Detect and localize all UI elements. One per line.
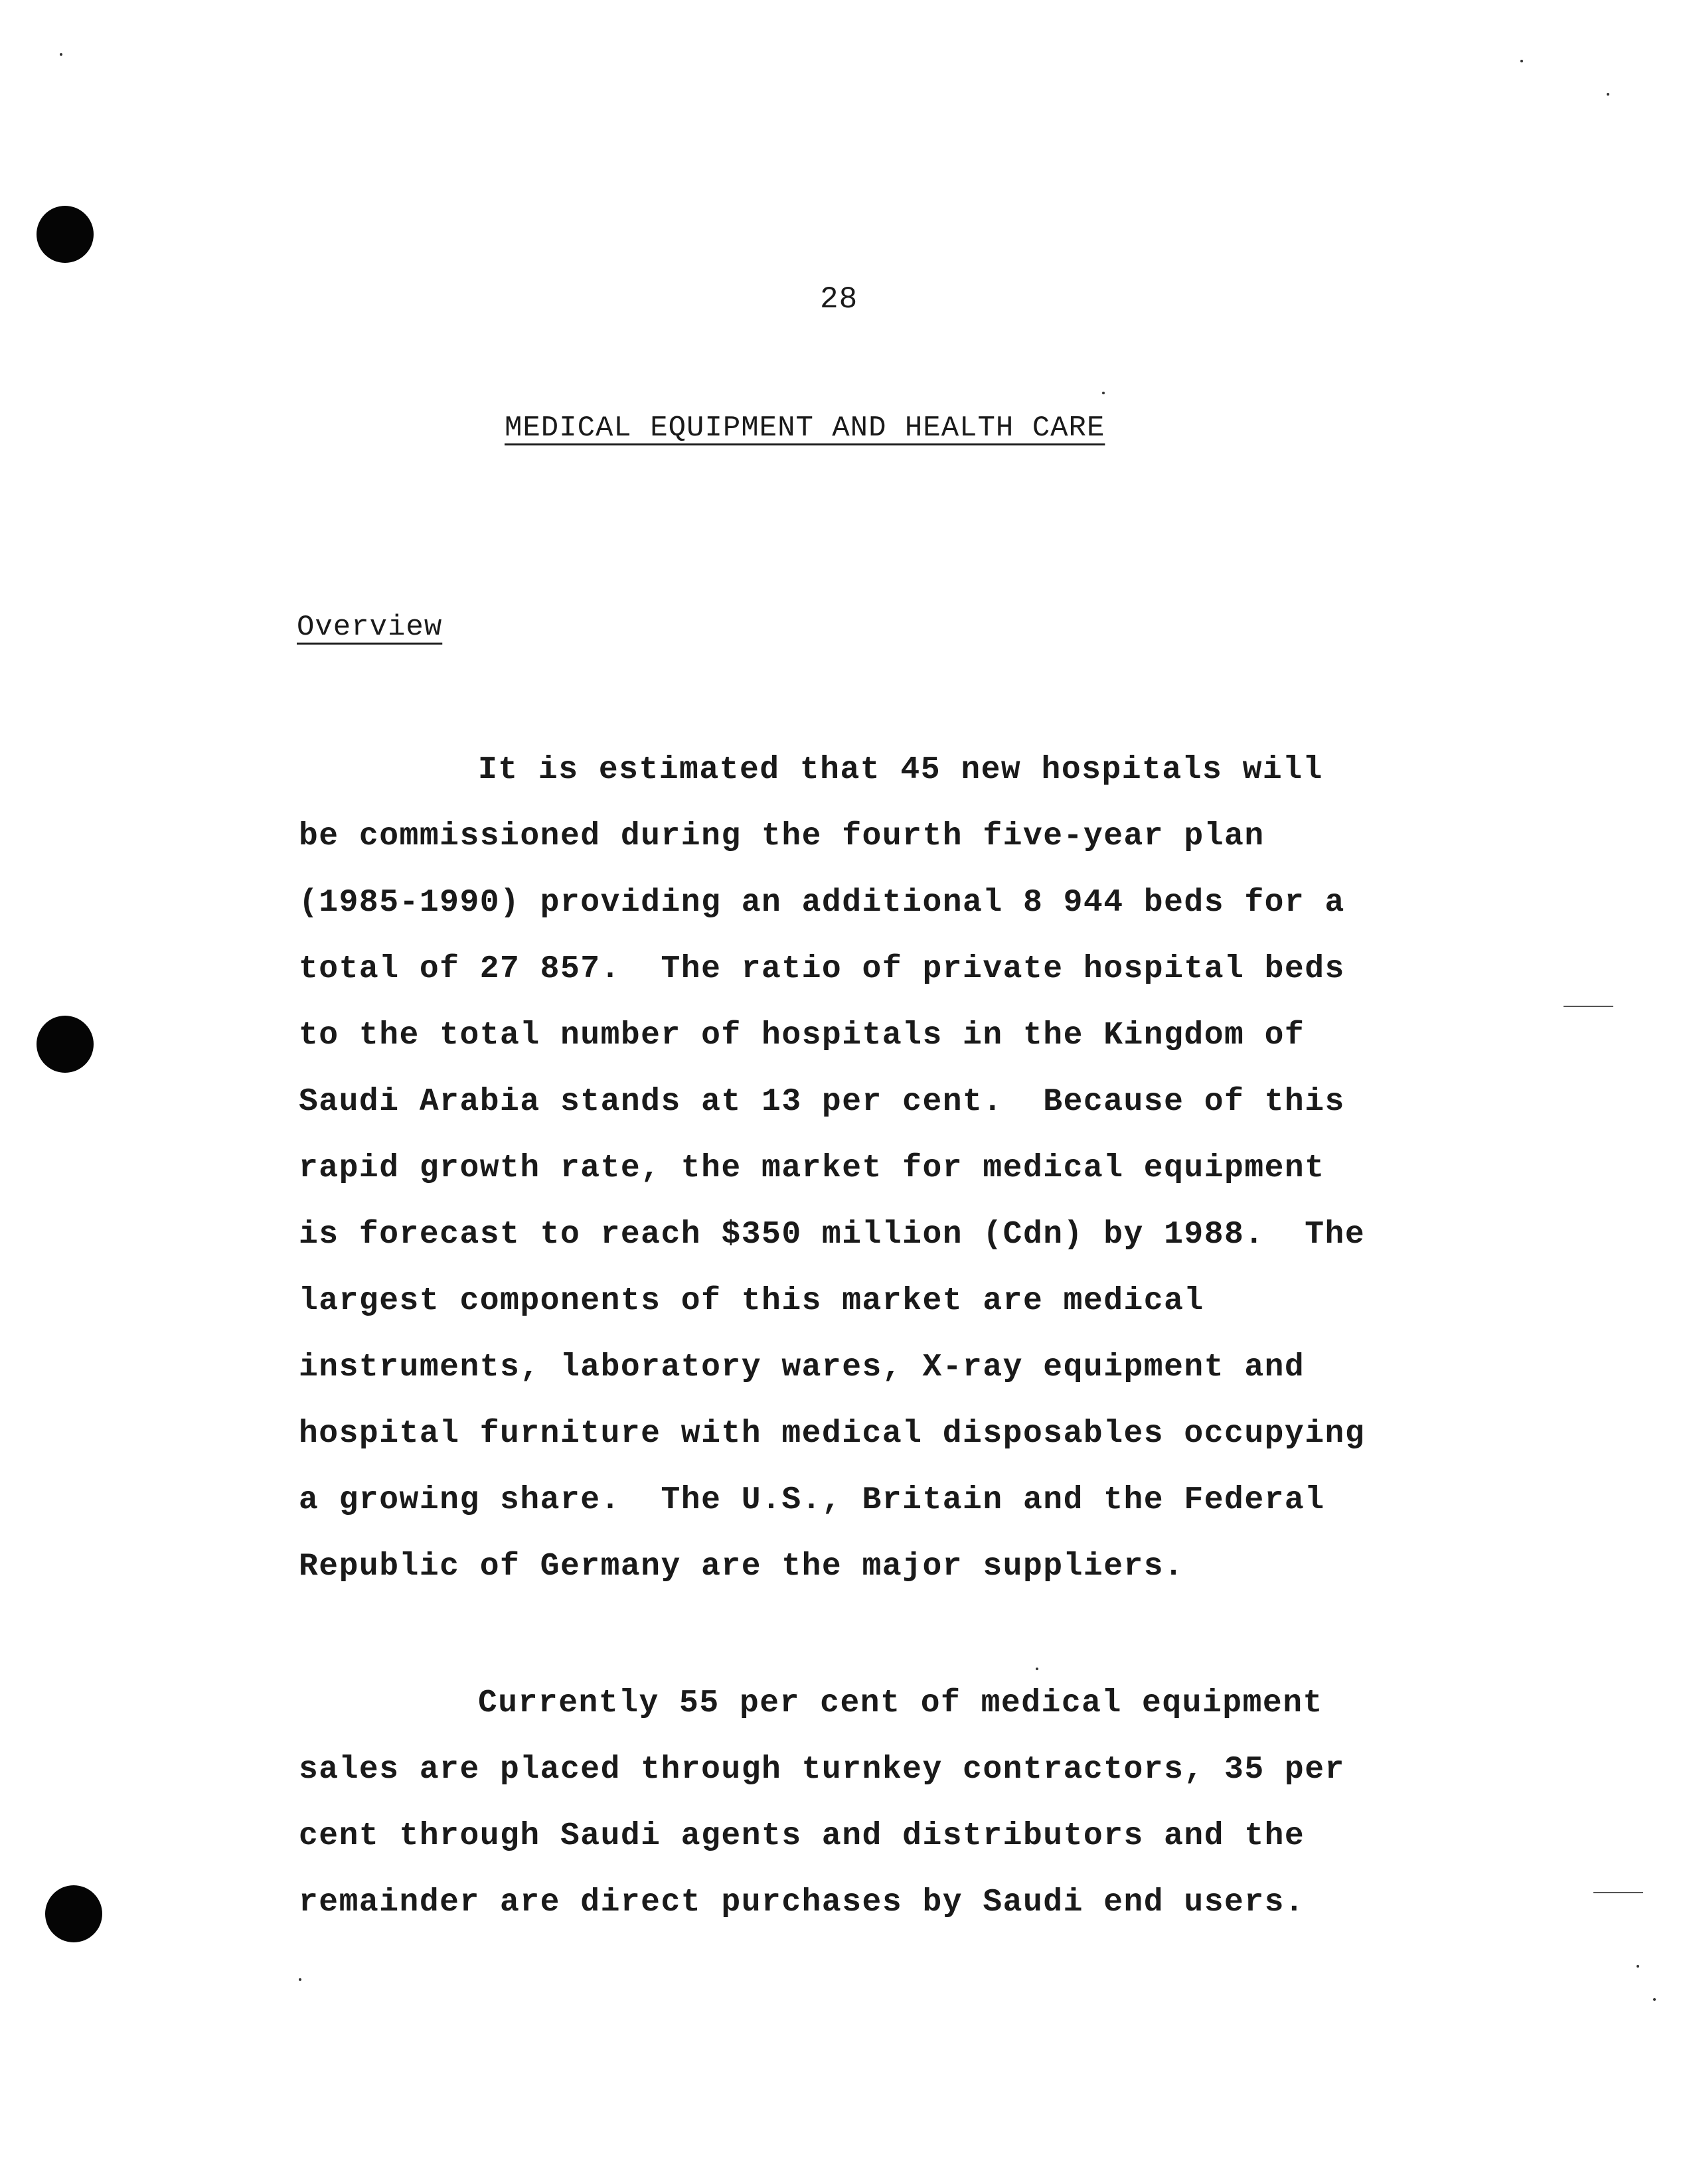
text-line: be commissioned during the fourth five-year plan: [299, 819, 1265, 854]
text-line: total of 27 857. The ratio of private hospital beds: [299, 951, 1345, 987]
text-line: to the total number of hospitals in the Kingdom of: [299, 1018, 1305, 1053]
scan-speck: [60, 53, 62, 56]
text-line: remainder are direct purchases by Saudi end users.: [299, 1885, 1305, 1920]
punch-hole-top: [37, 206, 94, 263]
text-line: largest components of this market are medical: [299, 1283, 1204, 1319]
punch-hole-middle: [37, 1016, 94, 1073]
section-heading: Overview: [297, 611, 443, 644]
paragraph-overview: [299, 737, 1374, 1600]
text-line: It is estimated that 45 new hospitals will: [478, 752, 1323, 788]
text-line: Saudi Arabia stands at 13 per cent. Because of this: [299, 1084, 1345, 1120]
scan-dash: [1564, 1006, 1613, 1007]
text-line: is forecast to reach $350 million (Cdn) by 1988. The: [299, 1217, 1366, 1253]
document-title: MEDICAL EQUIPMENT AND HEALTH CARE: [505, 412, 1105, 445]
punch-hole-bottom: [45, 1885, 102, 1942]
scan-speck: [1607, 93, 1609, 96]
text-line: a growing share. The U.S., Britain and the Federal: [299, 1482, 1325, 1518]
scan-dash: [1593, 1892, 1643, 1893]
text-line: rapid growth rate, the market for medical equipment: [299, 1150, 1325, 1186]
text-line: Currently 55 per cent of medical equipment: [478, 1685, 1323, 1721]
page-number: 28: [820, 282, 858, 317]
scan-speck: [1102, 392, 1105, 394]
text-line: hospital furniture with medical disposables occupying: [299, 1416, 1366, 1452]
text-line: Republic of Germany are the major suppliers.: [299, 1549, 1184, 1585]
scan-speck: [1653, 1998, 1656, 2001]
scan-speck: [299, 1978, 301, 1981]
scan-speck: [1637, 1965, 1639, 1968]
paragraph-sales-channels: [299, 1670, 1374, 1936]
text-line: sales are placed through turnkey contractors, 35 per: [299, 1752, 1345, 1788]
scan-speck: [1520, 60, 1523, 62]
text-line: instruments, laboratory wares, X-ray equipment and: [299, 1350, 1305, 1385]
text-line: (1985-1990) providing an additional 8 944 beds for a: [299, 885, 1345, 921]
text-line: cent through Saudi agents and distributors and the: [299, 1818, 1305, 1854]
